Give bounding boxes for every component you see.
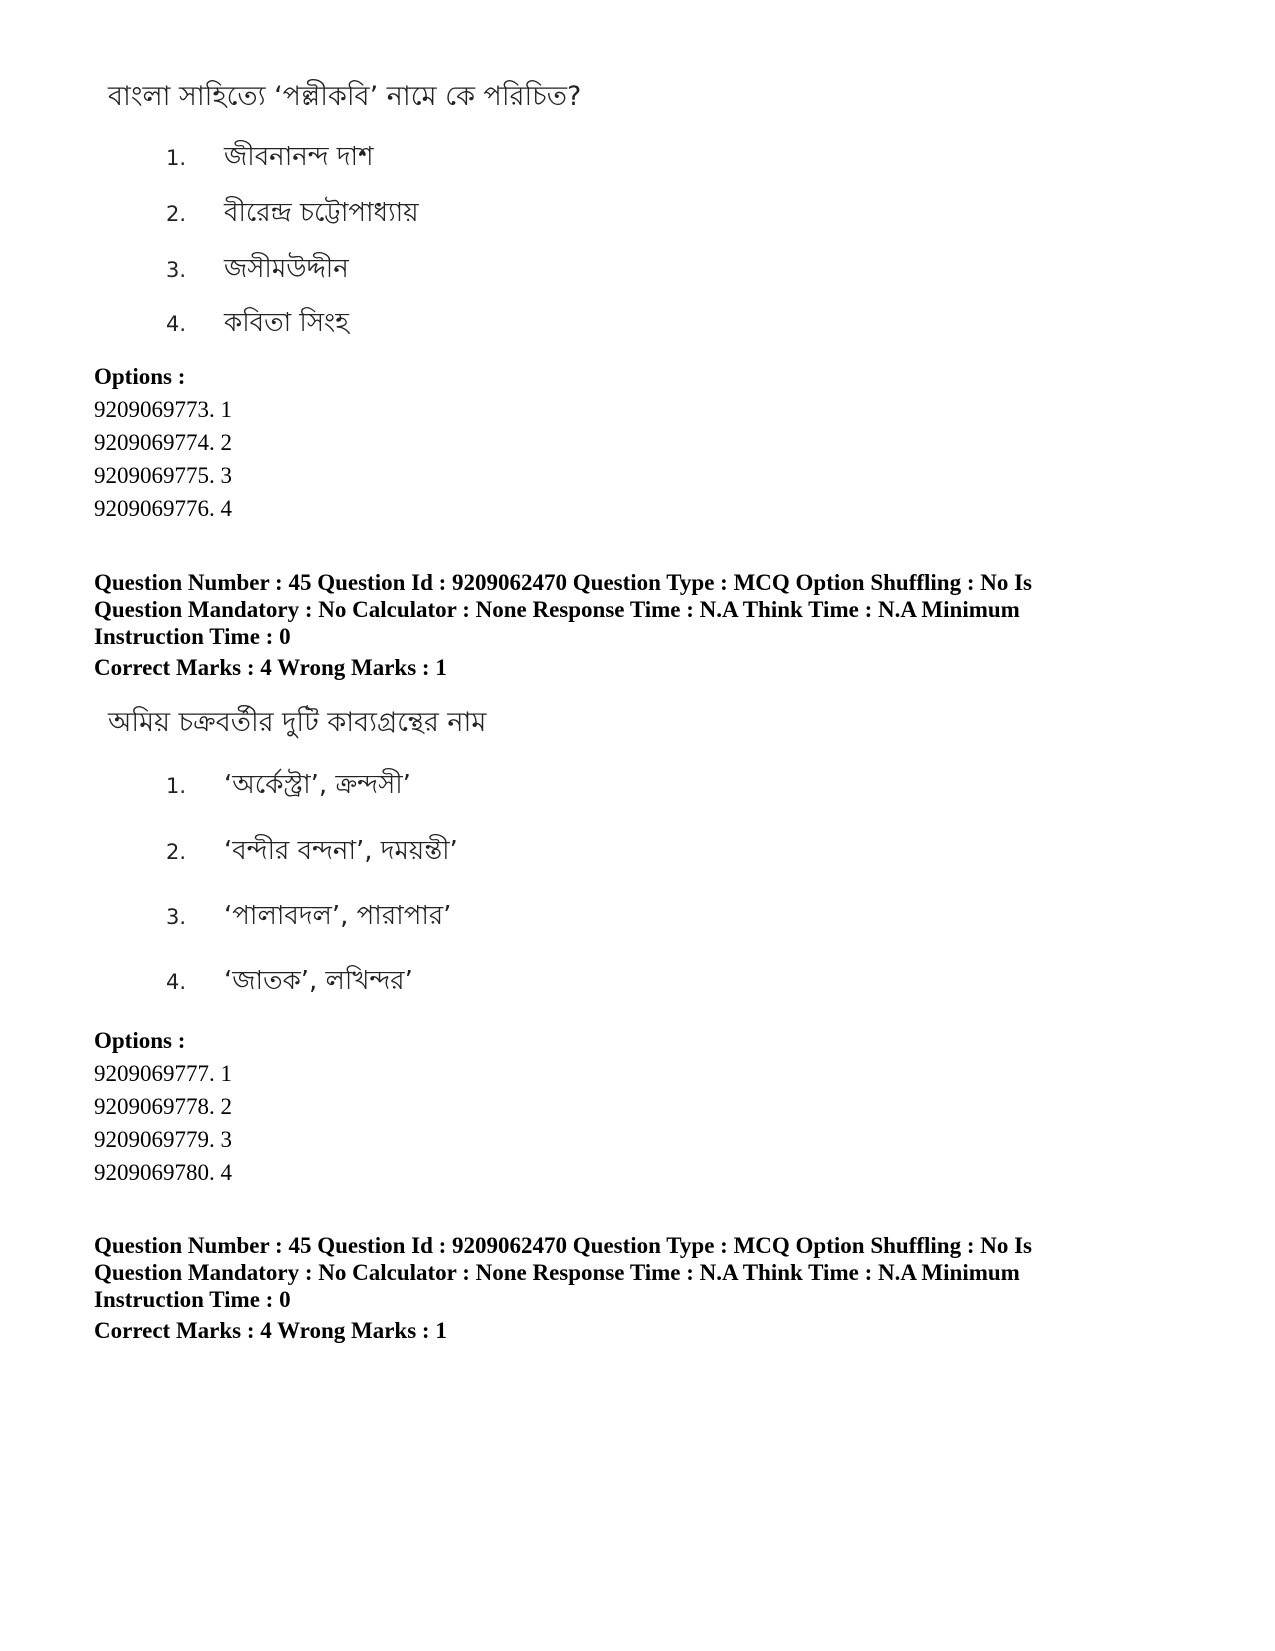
choice-text: ‘অর্কেস্ট্রা’, ক্রন্দসী’ [224,770,411,800]
question-2-text: অমিয় চক্রবর্তীর দুটি কাব্যগ্রন্থের নাম [108,707,487,738]
option-item: 9209069780. 4 [94,1160,232,1185]
choice-number: 1. [166,774,187,798]
marks-line: Correct Marks : 4 Wrong Marks : 1 [94,1318,447,1343]
option-item: 9209069776. 4 [94,496,232,521]
question-2-choice-2 [166,830,458,874]
choice-number: 4. [166,312,187,336]
meta-line: Instruction Time : 0 [94,624,291,649]
options-heading: Options : [94,1028,186,1053]
option-item: 9209069774. 2 [94,430,232,455]
meta-line: Question Number : 45 Question Id : 9209062470 Question Type : MCQ Option Shuffling : No Is [94,1233,1033,1258]
question-1-text: বাংলা সাহিত্যে ‘পল্লীকবি’ নামে কে পরিচিত? [108,81,582,112]
choice-text: কবিতা সিংহ [224,308,349,338]
option-item: 9209069773. 1 [94,397,232,422]
choice-number: 1. [166,146,187,170]
meta-line: Instruction Time : 0 [94,1287,291,1312]
option-item: 9209069777. 1 [94,1061,232,1086]
choice-number: 3. [166,258,187,282]
meta-line: Question Mandatory : No Calculator : None Response Time : N.A Think Time : N.A Minimum [94,1260,1020,1285]
meta-line: Question Number : 45 Question Id : 9209062470 Question Type : MCQ Option Shuffling : No Is [94,570,1033,595]
meta-line: Question Mandatory : No Calculator : None Response Time : N.A Think Time : N.A Minimum [94,597,1020,622]
options-list [94,393,232,525]
choice-text: ‘জাতক’, লখিন্দর’ [224,966,413,996]
choice-text: ‘পালাবদল’, পারাপার’ [224,901,452,931]
question-meta [94,1232,1032,1313]
option-item: 9209069775. 3 [94,463,232,488]
choice-text: জসীমউদ্দীন [224,254,349,284]
choice-text: জীবনানন্দ দাশ [224,142,374,172]
choice-text: ‘বন্দীর বন্দনা’, দময়ন্তী’ [224,836,458,866]
option-item: 9209069778. 2 [94,1094,232,1119]
question-2-choice-4 [166,960,413,1004]
marks-line: Correct Marks : 4 Wrong Marks : 1 [94,655,447,680]
choice-text: বীরেন্দ্র চট্টোপাধ্যায় [224,198,419,228]
question-2-choice-1 [166,764,411,808]
choice-number: 3. [166,905,187,929]
choice-number: 2. [166,202,187,226]
options-heading: Options : [94,364,186,389]
choice-number: 2. [166,840,187,864]
options-list [94,1057,232,1189]
question-1-choice-2 [166,192,419,236]
question-1-choice-1 [166,136,373,180]
question-1-choice-4 [166,302,349,346]
option-item: 9209069779. 3 [94,1127,232,1152]
choice-number: 4. [166,970,187,994]
question-2-choice-3 [166,895,451,939]
question-1-choice-3 [166,248,349,292]
question-meta [94,569,1032,650]
